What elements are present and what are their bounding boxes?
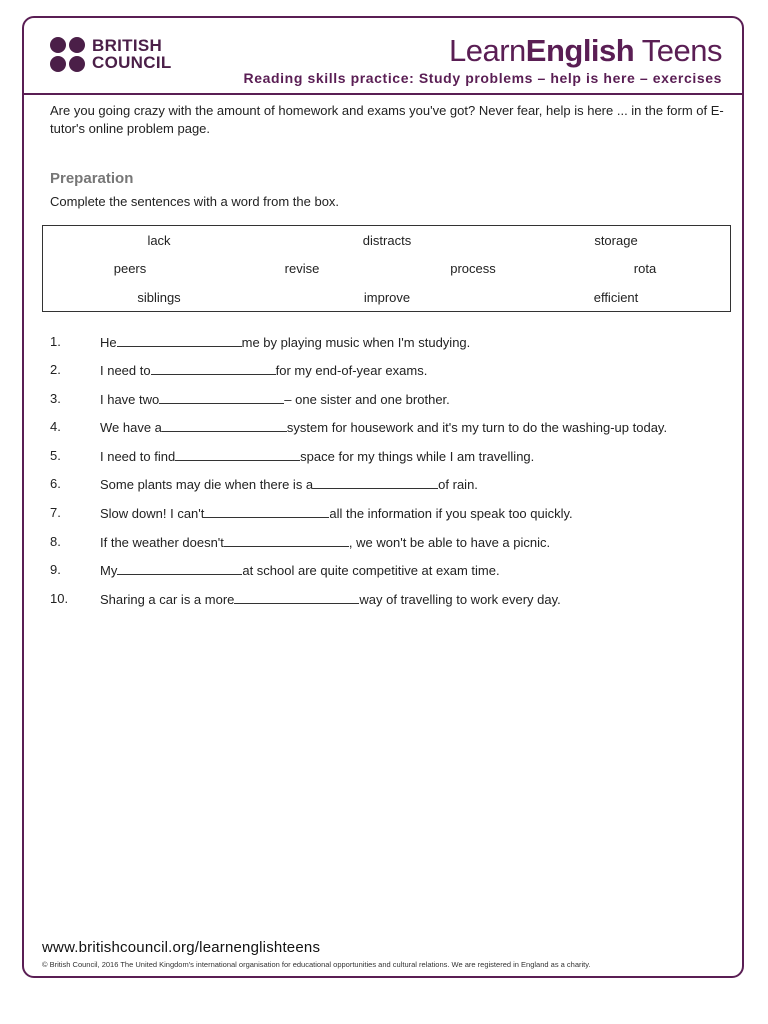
exercise-text-after: for my end-of-year exams. (275, 363, 428, 378)
exercise-text-before: I have two (100, 392, 160, 407)
word-box-item: efficient (593, 290, 639, 305)
exercise-text-before: I need to find (100, 449, 176, 464)
answer-blank[interactable] (151, 362, 276, 375)
exercise-text-after: me by playing music when I'm studying. (241, 335, 471, 350)
exercise-number: 6. (50, 476, 61, 491)
answer-blank[interactable] (162, 419, 287, 432)
exercise-text-after: system for housework and it's my turn to do the washing-up today. (286, 420, 668, 435)
word-box-item: storage (594, 233, 638, 248)
logo-line-1: BRITISH (92, 36, 163, 55)
exercise-number: 7. (50, 505, 61, 520)
exercise-text-before: I need to (100, 363, 151, 378)
answer-blank[interactable] (175, 448, 300, 461)
exercise-number: 8. (50, 534, 61, 549)
answer-blank[interactable] (224, 534, 349, 547)
page-frame (22, 16, 744, 978)
page-subtitle: Reading skills practice: Study problems – help is here – exercises (243, 70, 722, 86)
answer-blank[interactable] (117, 562, 242, 575)
exercise-text-before: We have a (100, 420, 162, 435)
british-council-logo (50, 37, 180, 73)
word-box-item: lack (147, 233, 171, 248)
header-divider (22, 93, 744, 95)
exercise-number: 4. (50, 419, 61, 434)
exercise-text-before: Some plants may die when there is a (100, 477, 314, 492)
word-box-item: rota (633, 261, 657, 276)
logo-dots-icon (50, 37, 88, 73)
exercise-number: 5. (50, 448, 61, 463)
brand-teens: Teens (634, 33, 722, 68)
answer-blank[interactable] (234, 591, 359, 604)
logo-line-2: COUNCIL (92, 53, 172, 72)
word-box (42, 225, 731, 312)
brand-title (449, 33, 722, 69)
exercise-number: 3. (50, 391, 61, 406)
exercise-text-before: My (100, 563, 118, 578)
exercise-text-before: If the weather doesn't (100, 535, 224, 550)
instruction-text: Complete the sentences with a word from the box. (50, 194, 340, 209)
exercise-text-after: – one sister and one brother. (284, 392, 450, 407)
answer-blank[interactable] (159, 391, 284, 404)
exercise-text-after: , we won't be able to have a picnic. (348, 535, 551, 550)
word-box-item: distracts (362, 233, 412, 248)
footer-legal-text: © British Council, 2016 The United Kingdom's international organisation for educational opportunities and cultural relations. We are registered in England as a charity. (42, 960, 591, 969)
section-title: Preparation (50, 170, 134, 187)
answer-blank[interactable] (204, 505, 329, 518)
answer-blank[interactable] (313, 476, 438, 489)
exercise-text-after: space for my things while I am travelling. (300, 449, 535, 464)
intro-paragraph: Are you going crazy with the amount of homework and exams you've got? Never fear, help is here ... in the form of E-tutor's online problem page. (50, 103, 724, 136)
exercise-text-before: Sharing a car is a more (100, 592, 235, 607)
word-box-item: improve (363, 290, 411, 305)
brand-learn: Learn (448, 33, 526, 68)
exercise-text-after: all the information if you speak too quickly. (329, 506, 573, 521)
word-box-item: revise (284, 261, 320, 276)
exercise-number: 1. (50, 334, 61, 349)
answer-blank[interactable] (117, 334, 242, 347)
exercise-text-before: Slow down! I can't (100, 506, 205, 521)
word-box-item: process (450, 261, 496, 276)
exercise-text-after: at school are quite competitive at exam time. (242, 563, 500, 578)
exercise-number: 9. (50, 562, 61, 577)
exercise-text-after: way of travelling to work every day. (359, 592, 561, 607)
exercise-text-before: He (100, 335, 117, 350)
exercise-number: 2. (50, 362, 61, 377)
brand-english: English (525, 33, 635, 68)
word-box-item: peers (113, 261, 147, 276)
word-box-item: siblings (137, 290, 181, 305)
exercise-number: 10. (50, 591, 69, 606)
footer-url-link[interactable]: www.britishcouncil.org/learnenglishteens (42, 939, 321, 956)
exercise-text-after: of rain. (438, 477, 478, 492)
